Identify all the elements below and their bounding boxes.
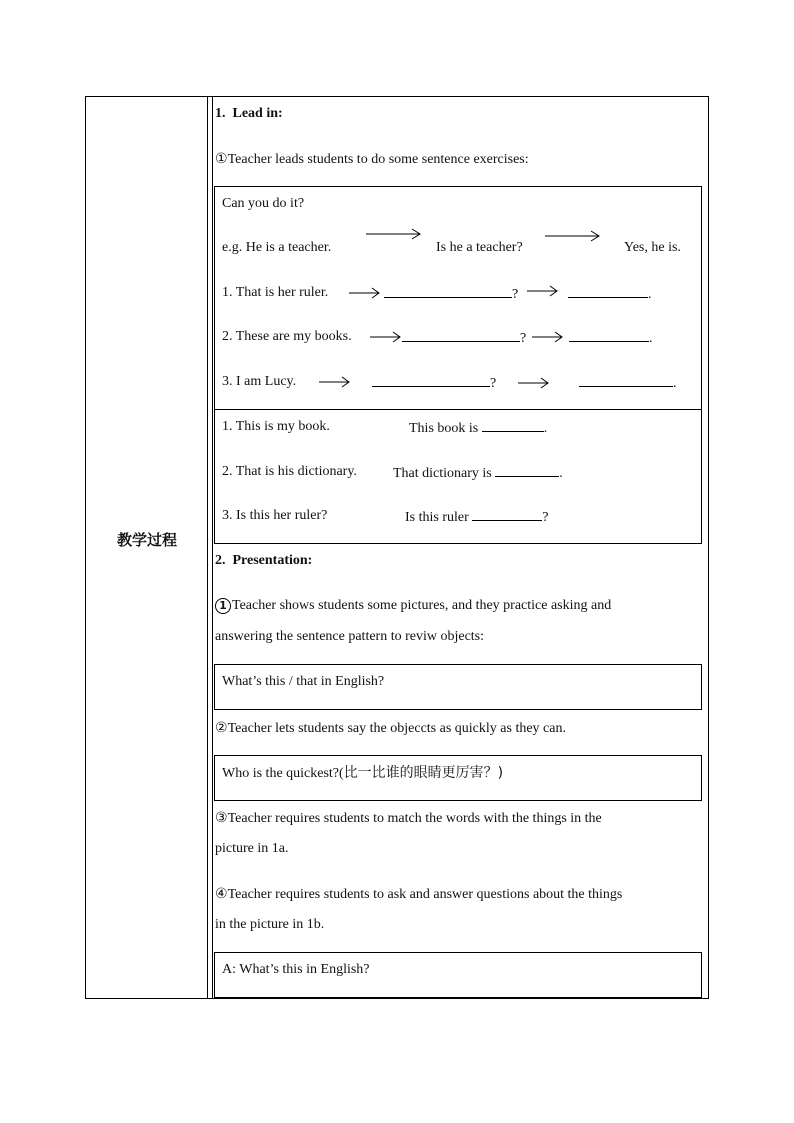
- step-1-line-2: answering the sentence pattern to reviw objects:: [215, 629, 485, 644]
- answer-blank: [402, 329, 520, 342]
- arrow-icon: [545, 230, 601, 242]
- step-1-line-1: 1 Teacher shows students some pictures, and they practice asking and: [215, 598, 611, 614]
- lead-in-intro: [215, 151, 529, 168]
- answer-blank: [495, 464, 559, 477]
- arrow-icon: [349, 287, 381, 299]
- side-cell: [86, 97, 208, 998]
- q-mark: ?: [490, 376, 497, 391]
- box1-item-1: 1. That is her ruler.: [222, 285, 329, 300]
- box1-prompt: Can you do it?: [222, 196, 305, 211]
- box2-item-2-a: 2. That is his dictionary.: [222, 464, 357, 479]
- step-4-line-1: ④Teacher requires students to ask and answer questions about the things: [215, 886, 623, 902]
- example-c: Yes, he is.: [624, 240, 681, 255]
- question-3: A: What’s this in English?: [222, 962, 370, 977]
- circled-three: ③: [215, 810, 228, 826]
- question-1: What’s this / that in English?: [222, 674, 385, 689]
- answer-blank: [579, 374, 673, 387]
- example-a: e.g. He is a teacher.: [222, 240, 332, 255]
- circled-two: ②: [215, 720, 228, 736]
- box2-item-3-a: 3. Is this her ruler?: [222, 508, 328, 523]
- period: .: [673, 376, 677, 391]
- lead-in-intro-text: Teacher leads students to do some sentence exercises:: [227, 152, 529, 167]
- example-b: Is he a teacher?: [436, 240, 523, 255]
- question-2: Who is the quickest?(比一比谁的眼睛更厉害？): [222, 765, 504, 781]
- answer-blank: [372, 374, 490, 387]
- q-mark: ?: [520, 331, 527, 346]
- box1-item-3: 3. I am Lucy.: [222, 374, 297, 389]
- period: .: [648, 287, 652, 302]
- step-3-line-1: ③Teacher requires students to match the words with the things in the: [215, 810, 602, 826]
- arrow-icon: [527, 285, 559, 297]
- side-label: 教学过程: [116, 531, 177, 549]
- arrow-icon: [532, 331, 564, 343]
- arrow-icon: [319, 376, 351, 388]
- answer-blank: [482, 419, 544, 432]
- answer-blank: [472, 508, 542, 521]
- lead-in-heading: 1. Lead in:: [215, 106, 283, 121]
- column-divider: [212, 97, 213, 998]
- answer-blank: [384, 285, 512, 298]
- step-4-line-2: in the picture in 1b.: [215, 917, 325, 932]
- box2-item-2-b: That dictionary is .: [393, 466, 563, 481]
- circled-one: ①: [215, 151, 228, 167]
- circled-one-icon: 1: [215, 598, 231, 614]
- box2-item-1-b: This book is .: [409, 421, 548, 436]
- arrow-icon: [518, 377, 550, 389]
- answer-blank: [569, 329, 649, 342]
- arrow-icon: [370, 331, 402, 343]
- box2-item-3-b: Is this ruler ?: [405, 510, 549, 525]
- arrow-icon: [366, 228, 422, 240]
- box2-item-1-a: 1. This is my book.: [222, 419, 330, 434]
- presentation-heading: 2. Presentation:: [215, 553, 313, 568]
- step-3-line-2: picture in 1a.: [215, 841, 289, 856]
- answer-blank: [568, 285, 648, 298]
- step-2: ②Teacher lets students say the objeccts as quickly as they can.: [215, 720, 566, 736]
- box1-item-2: 2. These are my books.: [222, 329, 352, 344]
- circled-four: ④: [215, 886, 228, 902]
- period: .: [649, 331, 653, 346]
- q-mark: ?: [512, 287, 519, 302]
